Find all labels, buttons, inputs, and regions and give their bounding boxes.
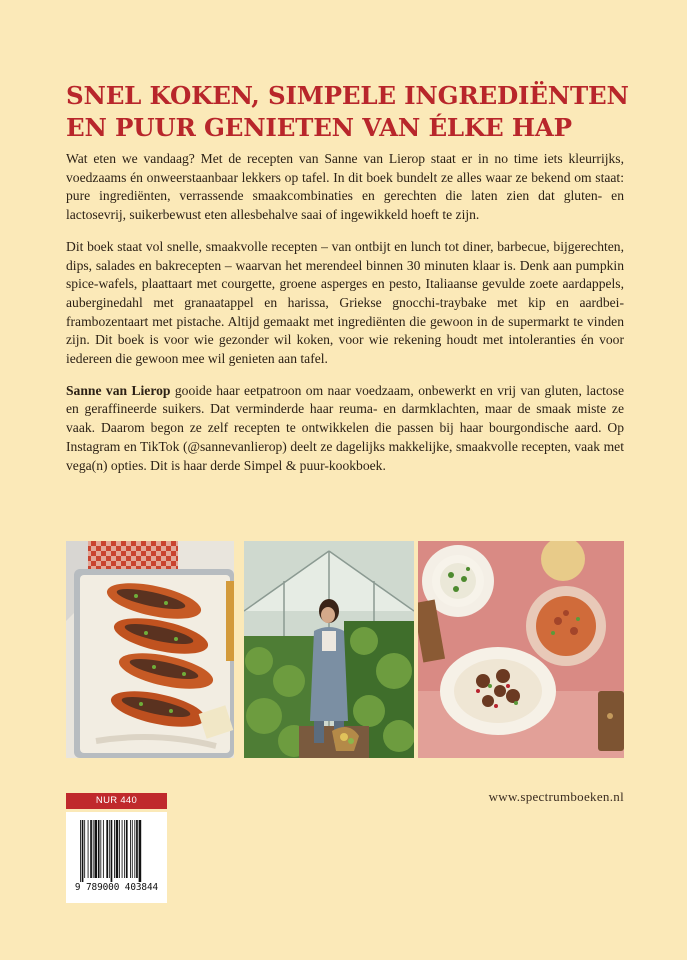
blurb-paragraph-2: Dit boek staat vol snelle, smaakvolle recepten – van ontbijt en lunch tot diner, barbecue, bijgerechten, dips, salades en bakrecepten – waarvan het merendeel binnen 30 minuten klaar is. Denk aan pumpkin spice-wafels, plaattaart met courgette, groene asperges en pesto, Italiaanse gevulde zoete aardappels, auberginedahl met granaatappel en harissa, Griekse gnocchi-traybake met kip en aardbei-frambozentaart met pistache. Altijd gemaakt met ingrediënten die gewoon in de supermarkt te vinden zijn. Dit boek is voor wie gezonder wil koken, voor wie rekening houdt met intoleranties én voor iedereen die gewoon mee wil genieten aan tafel. <box>66 238 624 367</box>
isbn-number: 9 789000 403844 <box>74 882 159 893</box>
barcode-bar <box>84 820 85 878</box>
author-bio <box>66 382 624 476</box>
barcode-bar <box>88 820 89 878</box>
blurb-text <box>66 150 624 488</box>
photo-dips-flatlay <box>418 541 624 758</box>
blurb-paragraph-1: Wat eten we vandaag? Met de recepten van Sanne van Lierop staat er in no time iets kleurrijks, voedzaams én onweerstaanbaar lekkers op tafel. In dit boek bundelt ze alles waar ze bekend om staat: pure ingrediënten, verrassende smaakcombinaties en gerechten die laten zien dat gluten- en lactosevrij, suikerbewust eten allesbehalve saai of ingewikkeld hoeft te zijn. <box>66 151 624 223</box>
barcode-bar <box>116 820 119 878</box>
barcode-bar <box>136 820 138 878</box>
barcode-bar <box>103 820 104 878</box>
barcode-bar <box>98 820 100 878</box>
nur-badge: NUR 440 <box>66 793 167 809</box>
barcode-bar <box>111 820 113 882</box>
barcode-bar <box>122 820 123 878</box>
barcode-bar <box>109 820 110 878</box>
photo-strip <box>66 541 624 758</box>
barcode-bar <box>94 820 97 878</box>
barcode-bar <box>100 820 101 878</box>
author-bio-text: gooide haar eetpatroon om naar voedzaam, onbewerkt en vrij van gluten, lactose en geraffineerde suikers. Dat verminderde haar reuma- en darmklachten, maar de smaak miste ze vaak. Daarom begon ze zelf recepten te ontwikkelen die passen bij haar bourgondische aard. Op Instagram en TikTok (@sannevanlierop) deelt ze dagelijks makkelijke, smaakvolle recepten, vaak met vega(n) opties. Dit is haar derde Simpel & puur-kookboek. <box>66 382 624 473</box>
barcode-bar <box>132 820 133 878</box>
author-name: Sanne van Lierop <box>66 382 171 398</box>
barcode-bar <box>80 820 81 882</box>
photo-greenhouse <box>244 541 414 758</box>
barcode-bar <box>124 820 125 878</box>
cover-title-line-1: SNEL KOKEN, SIMPELE INGREDIËNTEN <box>66 81 629 110</box>
cover-title <box>66 80 646 144</box>
barcode-bar <box>106 820 108 878</box>
barcode <box>66 812 167 903</box>
barcode-bar <box>139 820 142 882</box>
barcode-bar <box>93 820 94 878</box>
barcode-bars <box>80 820 161 882</box>
publisher-website[interactable]: www.spectrumboeken.nl <box>488 789 624 804</box>
barcode-bar <box>126 820 128 878</box>
barcode-bar <box>90 820 92 878</box>
cover-title-line-2: EN PUUR GENIETEN VAN ÉLKE HAP <box>66 113 572 142</box>
barcode-bar <box>134 820 135 878</box>
barcode-bar <box>82 820 84 882</box>
barcode-bar <box>119 820 120 878</box>
photo-stuffed-sweet-potatoes <box>66 541 234 758</box>
barcode-bar <box>130 820 131 878</box>
barcode-bar <box>114 820 115 878</box>
